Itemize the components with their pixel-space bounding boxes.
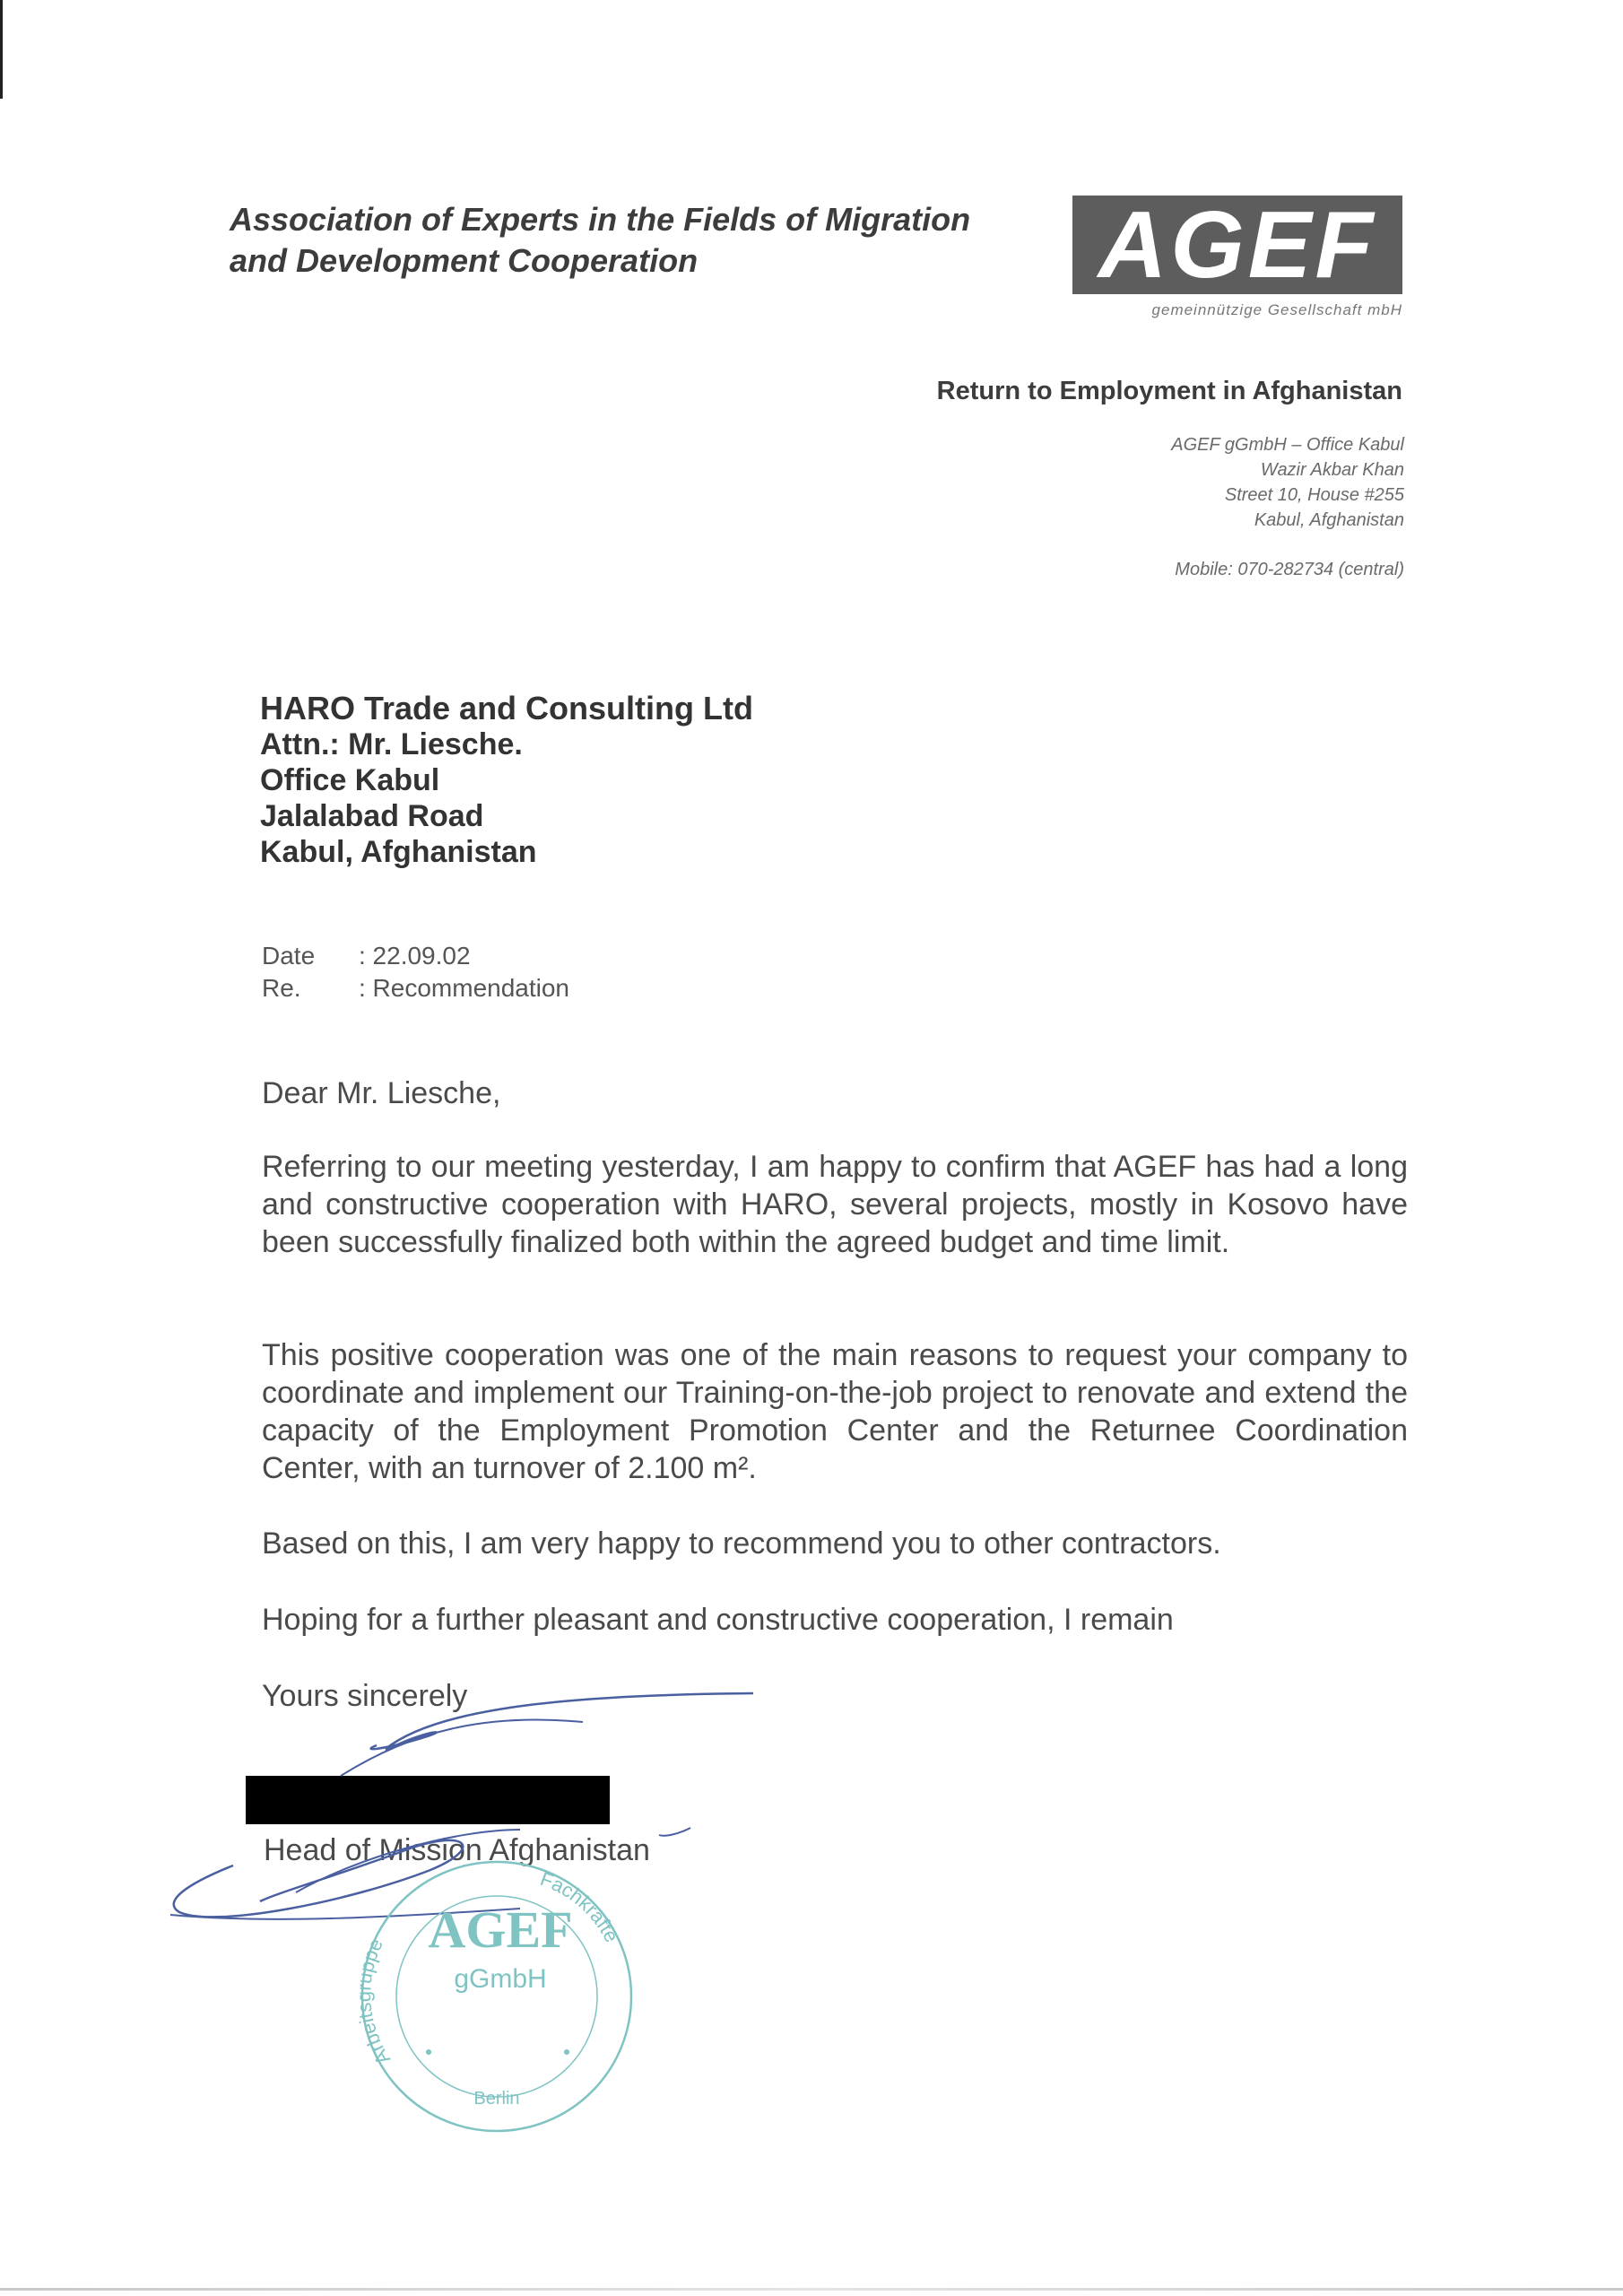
- subject-value: : Recommendation: [359, 974, 570, 1002]
- sender-address: [986, 432, 1404, 533]
- agef-stamp: [346, 1844, 642, 2140]
- recipient-attn: Attn.: Mr. Liesche.: [260, 727, 523, 761]
- recipient-address: [260, 691, 1067, 870]
- agef-logo: AGEF: [1072, 196, 1402, 294]
- page-bottom-edge: [0, 2288, 1623, 2291]
- recipient-company: HARO Trade and Consulting Ltd: [260, 690, 753, 726]
- sender-address-line: Kabul, Afghanistan: [1254, 510, 1404, 530]
- body-paragraph: Based on this, I am very happy to recommend you to other contractors.: [262, 1526, 1221, 1561]
- subject-label: Re.: [262, 974, 301, 1002]
- association-name-line2: and Development Cooperation: [230, 242, 699, 279]
- stamp-center-text: AGEF: [428, 1900, 573, 1959]
- body-paragraph: Referring to our meeting yesterday, I am happy to confirm that AGEF has had a long and constructive cooperation with HARO, several projects, mostly in Kosovo have been successfully finalized both within the agreed budget and time limit.: [262, 1150, 1408, 1259]
- sender-address-line: AGEF gGmbH – Office Kabul: [1171, 435, 1404, 455]
- recipient-office: Office Kabul: [260, 763, 440, 797]
- date-row: [262, 940, 569, 972]
- association-name-line1: Association of Experts in the Fields of Migration: [230, 201, 971, 238]
- closing: Yours sincerely: [262, 1679, 468, 1713]
- signer-title: Head of Mission Afghanistan: [264, 1833, 650, 1867]
- recipient-city: Kabul, Afghanistan: [260, 835, 537, 869]
- salutation: Dear Mr. Liesche,: [262, 1076, 501, 1110]
- stamp-sub-text: gGmbH: [454, 1964, 547, 1994]
- association-name: [230, 199, 1037, 282]
- subject-row: [262, 972, 569, 1004]
- stamp-bottom-text: Berlin: [473, 2089, 520, 2109]
- recipient-street: Jalalabad Road: [260, 799, 484, 833]
- letter-meta: [262, 940, 569, 1004]
- body-paragraph: This positive cooperation was one of the main reasons to request your company to coordinate and implement our Training-on-the-job project to renovate and extend the capacity of the Employment Promotion Center and the Returnee Coordination Center, with an turnover of 2.100 m².: [262, 1338, 1408, 1485]
- program-title: Return to Employment in Afghanistan: [936, 377, 1402, 405]
- body-paragraph: Hoping for a further pleasant and constructive cooperation, I remain: [262, 1603, 1174, 1637]
- sender-mobile: Mobile: 070-282734 (central): [1175, 560, 1404, 579]
- sender-address-line: Street 10, House #255: [1224, 485, 1404, 505]
- page-edge-mark: [0, 0, 3, 99]
- date-value: : 22.09.02: [359, 942, 471, 970]
- stamp-ring-right: Fachkräfte: [537, 1867, 624, 1946]
- stamp-ring-left: Arbeitsgruppe: [352, 1935, 395, 2069]
- agef-logo-subtitle: gemeinnützige Gesellschaft mbH: [1151, 301, 1402, 318]
- date-label: Date: [262, 942, 316, 970]
- sender-address-line: Wazir Akbar Khan: [1260, 460, 1404, 480]
